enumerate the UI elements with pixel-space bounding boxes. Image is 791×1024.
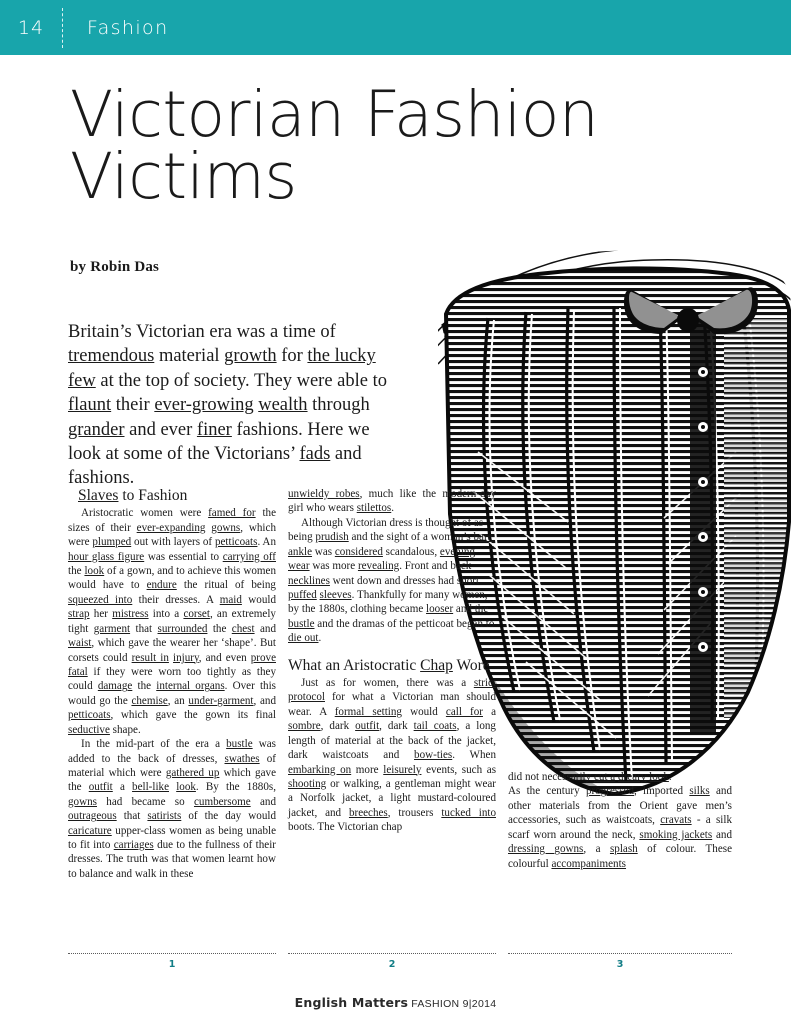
header-page-number: 14 <box>17 16 45 39</box>
article-column-1 <box>68 487 276 881</box>
column-2-body-bottom: Just as for women, there was a strict protocol for what a Victorian man should wear. A formal setting would call for a sombre, dark outfit, dark tail coats, a long length of material at the back of the jacket, dark waistcoats and bow-ties. When embarking on more leisurely events, such as shooting or walking, a gentleman might wear a Norfolk jacket, a light mustard-coloured jacket, and breeches, trousers tucked into boots. The Victorian chap <box>288 677 497 834</box>
page-title-line-2: Victims <box>70 139 297 213</box>
footer-column-marker-1: 1 <box>168 959 176 970</box>
footer-dotted-line <box>68 953 276 954</box>
footer-column-marker-2: 2 <box>388 959 396 970</box>
footer-dotted-line <box>508 953 732 954</box>
page-footer <box>0 945 791 1010</box>
page-title-line-1: Victorian Fashion <box>70 78 599 151</box>
footer-rule-2 <box>288 953 496 970</box>
magazine-name: English Matters <box>294 995 409 1010</box>
article-byline: by Robin Das <box>70 259 160 276</box>
footer-column-rules <box>0 945 791 979</box>
article-lead-paragraph: Britain’s Victorian era was a time of tremendous material growth for the lucky few at the top of society. They were able to flaunt their ever-growing wealth through grander and ever finer fashions. Here we look at some of the Victorians’ fads and fashions. <box>68 322 388 489</box>
issue-label: FASHION 9|2014 <box>411 998 497 1010</box>
section-heading-aristocratic-chap: What an Aristocratic Chap Wore <box>288 656 490 674</box>
page-title <box>70 78 610 213</box>
column-1-body: Aristocratic women were famed for the sizes of their ever-expanding gowns, which were plumped out with layers of petticoats. An hour glass figure was essential to carrying off the look of a gown, and to achieve this women would have to endure the ritual of being squeezed into their dresses. A maid would strap her mistress into a corset, an extremely tight garment that surrounded the chest and waist, which gave the wearer her ‘shape’. But corsets could result in injury, and even prove fatal if they were worn too tightly as they could damage the internal organs. Over this would go the chemise, an under-garment, and petticoats, which gave the gown its final seductive shape. In the mid-part of the era a bustle was added to the back of dresses, swathes of material which were gathered up which gave the outfit a bell-like look. By the 1880s, gowns had became so cumbersome and outrageous that satirists of the day would caricature upper-class women as being unable to fit into carriages due to the fullness of their dresses. The truth was that women learnt how to balance and walk in these <box>68 507 277 880</box>
footer-dotted-line <box>288 953 496 954</box>
header-section-label: Fashion <box>87 16 169 39</box>
column-2-body-top: unwieldy robes, much like the modern-day girl who wears stilettos. Although Victorian dress is thought of as being prudish and the sight of a woman’s bare ankle was considered scandalous, evening wear was more revealing. Front and back necklines went down and dresses had short puffed sleeves. Thankfully for many women, by the 1880s, clothing became looser and the bustle and the dramas of the petticoat began to die out. <box>288 488 496 645</box>
section-heading-slaves-to-fashion: Slaves to Fashion <box>78 487 188 504</box>
article-column-2 <box>288 487 496 835</box>
article-column-3 <box>508 770 732 871</box>
page-header-bar <box>0 0 791 55</box>
footer-rule-3 <box>508 953 732 970</box>
footer-column-marker-3: 3 <box>616 959 624 970</box>
colophon <box>0 995 791 1010</box>
header-divider <box>62 8 63 48</box>
column-3-body: did not necessarily cut a dreary look. As the century progressed, imported silks and other materials from the Orient gave men’s accessories, such as waistcoats, cravats - a silk scarf worn around the neck, smoking jackets and dressing gowns, a splash of colour. These colourful accompaniments <box>508 771 732 870</box>
footer-rule-1 <box>68 953 276 970</box>
